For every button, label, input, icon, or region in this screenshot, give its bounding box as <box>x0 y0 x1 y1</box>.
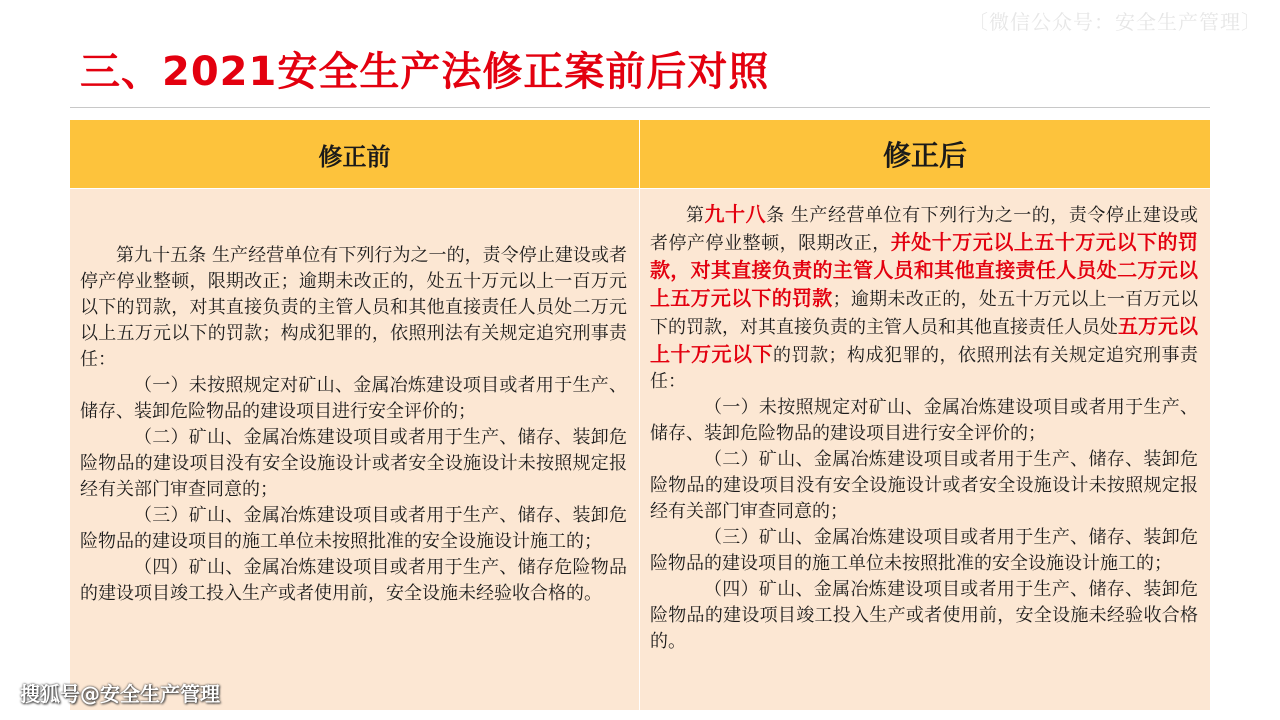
after-item-1: （一）未按照规定对矿山、金属冶炼建设项目或者用于生产、储存、装卸危险物品的建设项目进行安全评价的； <box>650 397 1198 444</box>
before-item-4: （四）矿山、金属冶炼建设项目或者用于生产、储存危险物品的建设项目竣工投入生产或者使用前，安全设施未经验收合格的。 <box>80 557 627 604</box>
before-item-2: （二）矿山、金属冶炼建设项目或者用于生产、储存、装卸危险物品的建设项目没有安全设施设计或者安全设施设计未按照规定报经有关部门审查同意的； <box>80 427 627 500</box>
after-article-text <box>650 201 1198 395</box>
wechat-watermark: 〔微信公众号：安全生产管理〕 <box>968 10 1262 34</box>
after-article-number: 九十八 <box>704 202 767 226</box>
before-item-3: （三）矿山、金属冶炼建设项目或者用于生产、储存、装卸危险物品的建设项目的施工单位未按照批准的安全设施设计施工的； <box>80 505 627 552</box>
title-divider <box>70 107 1210 108</box>
after-highlight-fine-2: 五万元以上十万元以下 <box>650 314 1198 366</box>
before-article-text: 第九十五条 生产经营单位有下列行为之一的，责令停止建设或者停产停业整顿，限期改正；逾期未改正的，处五十万元以上一百万元以下的罚款，对其直接负责的主管人员和其他直接责任人员处二万元以上五万元以下的罚款；构成犯罪的，依照刑法有关规定追究刑事责任： <box>80 245 627 370</box>
page-title: 三、2021安全生产法修正案前后对照 <box>80 49 770 95</box>
after-highlight-fine-1: 并处十万元以上五十万元以下的罚款，对其直接负责的主管人员和其他直接责任人员处二万元以上五万元以下的罚款 <box>650 230 1199 310</box>
sohu-watermark: 搜狐号@安全生产管理 <box>20 682 220 706</box>
column-header-before: 修正前 <box>70 120 640 188</box>
column-header-after: 修正后 <box>640 120 1210 188</box>
before-item-1: （一）未按照规定对矿山、金属冶炼建设项目或者用于生产、储存、装卸危险物品的建设项目进行安全评价的； <box>80 375 627 422</box>
after-text-prefix: 第 <box>686 205 705 226</box>
after-text-a: 条 生产经营单位有下列行为之一的，责令停止建设或者停产停业整顿，限期改正， <box>650 205 1198 254</box>
before-cell <box>70 188 640 710</box>
after-cell <box>640 188 1210 710</box>
after-item-2: （二）矿山、金属冶炼建设项目或者用于生产、储存、装卸危险物品的建设项目没有安全设施设计或者安全设施设计未按照规定报经有关部门审查同意的； <box>650 449 1198 522</box>
after-item-3: （三）矿山、金属冶炼建设项目或者用于生产、储存、装卸危险物品的建设项目的施工单位未按照批准的安全设施设计施工的； <box>650 527 1198 574</box>
after-text-c: 的罚款；构成犯罪的，依照刑法有关规定追究刑事责任： <box>650 345 1198 392</box>
comparison-table <box>70 120 1210 710</box>
after-item-4: （四）矿山、金属冶炼建设项目或者用于生产、储存、装卸危险物品的建设项目竣工投入生产或者使用前，安全设施未经验收合格的。 <box>650 579 1198 652</box>
after-text-b: ；逾期未改正的，处五十万元以上一百万元以下的罚款，对其直接负责的主管人员和其他直接责任人员处 <box>650 289 1199 338</box>
